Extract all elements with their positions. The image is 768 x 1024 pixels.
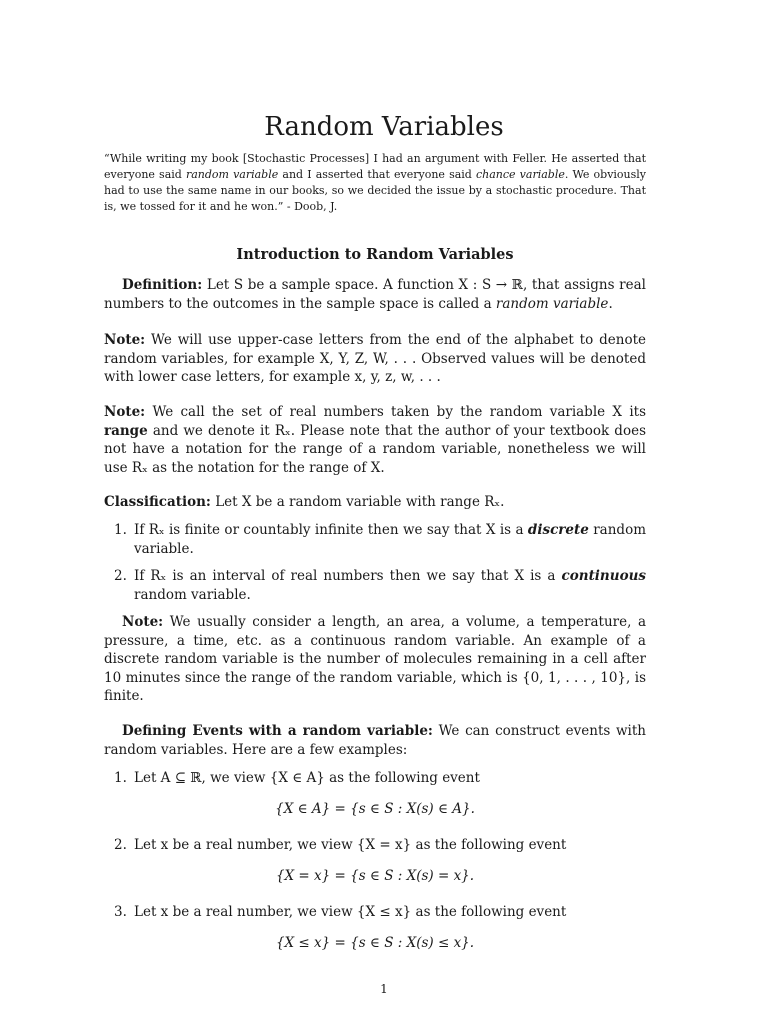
events-paragraph (104, 722, 646, 759)
list-number: 1. (114, 522, 127, 538)
classification-paragraph (104, 493, 646, 512)
quote-term-2: chance variable (475, 168, 565, 181)
display-equation: {X ≤ x} = {s ∈ S : X(s) ≤ x}. (275, 935, 475, 951)
quote-text-2: and I asserted that everyone said (278, 168, 476, 181)
discrete-term: discrete (527, 522, 589, 538)
list-item-text (134, 567, 646, 604)
note-label: Note: (104, 332, 146, 348)
list-number: 2. (114, 837, 127, 853)
section-heading: Introduction to Random Variables (236, 246, 514, 263)
list-item (114, 769, 646, 788)
list-number: 2. (114, 568, 127, 584)
quote-text-3: . We obviously had to use the same name in our books, so we decided the issue by a stochastic procedure. That is, we tossed for it and he won.” - Doob, J. (104, 168, 647, 213)
definition-term: random variable (495, 295, 609, 312)
list-item (114, 521, 646, 558)
list-item-post: random variable. (134, 522, 646, 557)
list-item-text: Let x be a real number, we view {X ≤ x} as the following event (134, 904, 567, 920)
note-text: We call the set of real numbers taken by the random variable X its (145, 404, 646, 420)
list-number: 1. (114, 770, 127, 786)
note-text: We usually consider a length, an area, a volume, a temperature, a pressure, a time, etc. as a continuous random variable. An example of a discrete random variable is the number of molecules remaining in a cell after 10 minutes since the range of the random variable, which is {0, 1, . . . , 10}, is finite. (104, 614, 646, 704)
events-label: Defining Events with a random variable: (122, 723, 433, 739)
list-item (114, 567, 646, 604)
epigraph-quote (104, 151, 646, 215)
quote-text-1: “While writing my book [Stochastic Processes] I had an argument with Feller. He asserted that everyone said (104, 152, 646, 181)
note-continuous-paragraph (104, 613, 646, 706)
events-text: We can construct events with random variables. Here are a few examples: (104, 723, 646, 758)
list-item (114, 836, 646, 855)
definition-end: . (608, 295, 613, 312)
page-title: Random Variables (264, 112, 504, 142)
list-item-text: Let x be a real number, we view {X = x} as the following event (134, 837, 567, 853)
list-item-text (134, 521, 646, 558)
definition-text: Let S be a sample space. A function X : S → ℝ, that assigns real numbers to the outcomes in the sample space is called a (104, 277, 646, 312)
continuous-term: continuous (561, 568, 646, 584)
note-label: Note: (122, 614, 164, 630)
note-uppercase-paragraph (104, 331, 646, 387)
display-equation: {X = x} = {s ∈ S : X(s) = x}. (275, 868, 475, 884)
list-item-pre: If Rₓ is finite or countably infinite then we say that X is a (134, 522, 528, 538)
definition-paragraph (104, 276, 646, 313)
quote-term-1: random variable (185, 168, 279, 181)
list-number: 3. (114, 904, 127, 920)
note-label: Note: (104, 404, 146, 420)
display-equation: {X ∈ A} = {s ∈ S : X(s) ∈ A}. (275, 801, 475, 817)
list-item-pre: If Rₓ is an interval of real numbers then we say that X is a (134, 568, 562, 584)
definition-label: Definition: (122, 277, 203, 293)
note-range-paragraph (104, 403, 646, 477)
list-item-post: random variable. (134, 586, 251, 603)
note-text: We will use upper-case letters from the end of the alphabet to denote random variables, for example X, Y, Z, W, . . . Observed values will be denoted with lower case letters, for example x, y, z, w, . . . (104, 332, 646, 385)
range-term: range (104, 422, 148, 439)
classification-text: Let X be a random variable with range Rₓ. (210, 494, 505, 510)
note-text-continued: and we denote it Rₓ. Please note that the author of your textbook does not have a notation for the range of a random variable, nonetheless we will use Rₓ as the notation for the range of X. (104, 422, 646, 476)
classification-label: Classification: (104, 494, 211, 510)
list-item (114, 903, 646, 922)
page-number: 1 (380, 982, 388, 996)
list-item-text: Let A ⊆ ℝ, we view {X ∈ A} as the following event (134, 770, 480, 786)
